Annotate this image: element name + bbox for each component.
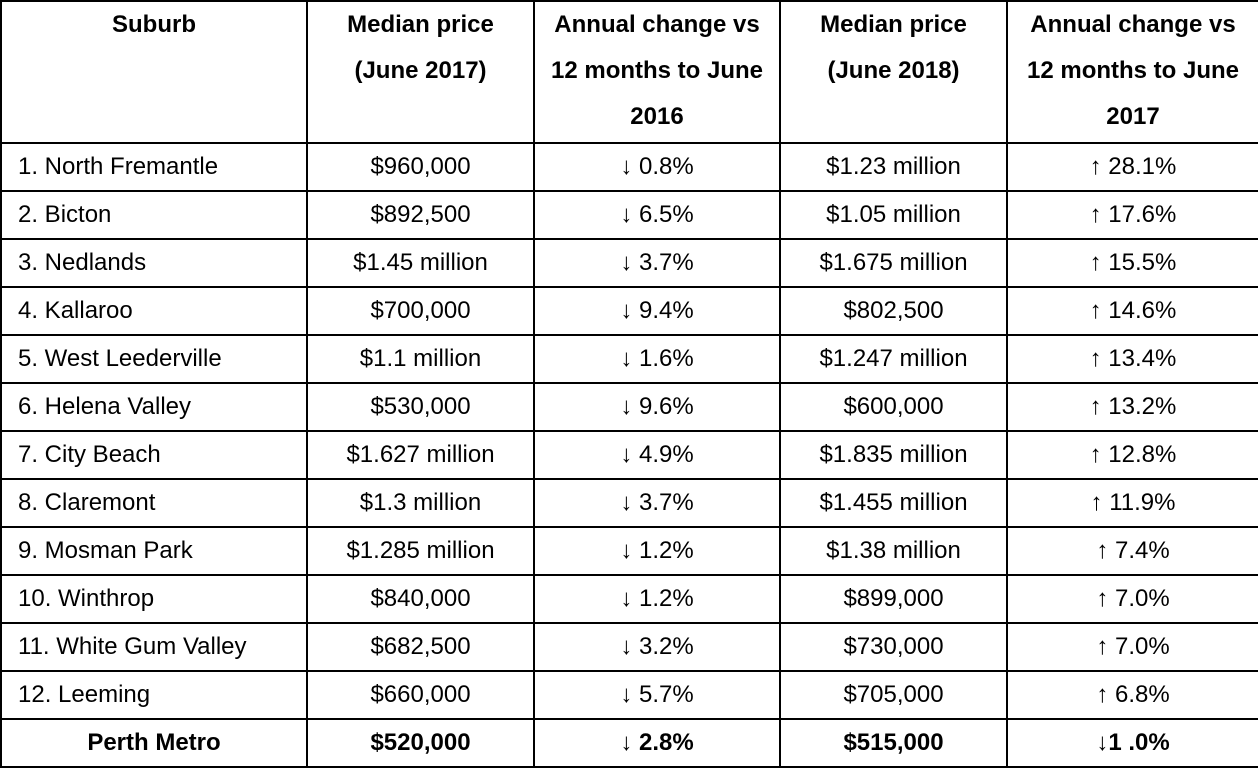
table-row bbox=[1, 143, 1258, 191]
annual-change-2017-cell: ↑ 7.0% bbox=[1007, 575, 1258, 623]
suburb-cell: 11. White Gum Valley bbox=[1, 623, 307, 671]
table-row bbox=[1, 623, 1258, 671]
total-annual-change-2017-cell: ↓1 .0% bbox=[1007, 719, 1258, 767]
header-median-price-2018: Median price (June 2018) bbox=[780, 1, 1007, 143]
median-price-2018-cell: $600,000 bbox=[780, 383, 1007, 431]
table-row bbox=[1, 191, 1258, 239]
suburb-cell: 12. Leeming bbox=[1, 671, 307, 719]
annual-change-2017-cell: ↑ 6.8% bbox=[1007, 671, 1258, 719]
total-suburb-cell: Perth Metro bbox=[1, 719, 307, 767]
annual-change-2016-cell: ↓ 3.7% bbox=[534, 239, 780, 287]
annual-change-2017-cell: ↑ 28.1% bbox=[1007, 143, 1258, 191]
median-price-2017-cell: $1.45 million bbox=[307, 239, 534, 287]
median-price-2018-cell: $802,500 bbox=[780, 287, 1007, 335]
table-row bbox=[1, 383, 1258, 431]
table-row bbox=[1, 527, 1258, 575]
suburb-cell: 8. Claremont bbox=[1, 479, 307, 527]
table-row bbox=[1, 575, 1258, 623]
median-price-2018-cell: $730,000 bbox=[780, 623, 1007, 671]
header-median-price-2017: Median price (June 2017) bbox=[307, 1, 534, 143]
annual-change-2016-cell: ↓ 1.6% bbox=[534, 335, 780, 383]
median-price-2017-cell: $660,000 bbox=[307, 671, 534, 719]
median-price-2017-cell: $682,500 bbox=[307, 623, 534, 671]
annual-change-2016-cell: ↓ 3.2% bbox=[534, 623, 780, 671]
median-price-2017-cell: $1.1 million bbox=[307, 335, 534, 383]
table-row bbox=[1, 479, 1258, 527]
annual-change-2017-cell: ↑ 13.2% bbox=[1007, 383, 1258, 431]
annual-change-2016-cell: ↓ 6.5% bbox=[534, 191, 780, 239]
table-row bbox=[1, 287, 1258, 335]
median-price-2017-cell: $1.285 million bbox=[307, 527, 534, 575]
median-price-2018-cell: $705,000 bbox=[780, 671, 1007, 719]
header-suburb: Suburb bbox=[1, 1, 307, 143]
median-price-2018-cell: $1.05 million bbox=[780, 191, 1007, 239]
total-median-price-2018-cell: $515,000 bbox=[780, 719, 1007, 767]
median-price-2017-cell: $892,500 bbox=[307, 191, 534, 239]
total-row bbox=[1, 719, 1258, 767]
annual-change-2017-cell: ↑ 7.0% bbox=[1007, 623, 1258, 671]
header-annual-change-2016: Annual change vs 12 months to June 2016 bbox=[534, 1, 780, 143]
suburb-cell: 1. North Fremantle bbox=[1, 143, 307, 191]
suburb-cell: 10. Winthrop bbox=[1, 575, 307, 623]
table-row bbox=[1, 671, 1258, 719]
median-price-2018-cell: $1.23 million bbox=[780, 143, 1007, 191]
table-row bbox=[1, 335, 1258, 383]
annual-change-2016-cell: ↓ 9.4% bbox=[534, 287, 780, 335]
median-price-2017-cell: $700,000 bbox=[307, 287, 534, 335]
annual-change-2016-cell: ↓ 1.2% bbox=[534, 575, 780, 623]
table-body bbox=[1, 143, 1258, 767]
annual-change-2017-cell: ↑ 11.9% bbox=[1007, 479, 1258, 527]
median-price-2018-cell: $1.455 million bbox=[780, 479, 1007, 527]
median-price-2018-cell: $1.835 million bbox=[780, 431, 1007, 479]
header-annual-change-2017: Annual change vs 12 months to June 2017 bbox=[1007, 1, 1258, 143]
annual-change-2017-cell: ↑ 14.6% bbox=[1007, 287, 1258, 335]
median-price-2017-cell: $1.3 million bbox=[307, 479, 534, 527]
median-price-2018-cell: $1.247 million bbox=[780, 335, 1007, 383]
total-annual-change-2016-cell: ↓ 2.8% bbox=[534, 719, 780, 767]
suburb-cell: 7. City Beach bbox=[1, 431, 307, 479]
header-row bbox=[1, 1, 1258, 143]
median-price-2018-cell: $1.675 million bbox=[780, 239, 1007, 287]
annual-change-2016-cell: ↓ 9.6% bbox=[534, 383, 780, 431]
median-price-2017-cell: $530,000 bbox=[307, 383, 534, 431]
annual-change-2017-cell: ↑ 12.8% bbox=[1007, 431, 1258, 479]
annual-change-2017-cell: ↑ 15.5% bbox=[1007, 239, 1258, 287]
median-price-2017-cell: $840,000 bbox=[307, 575, 534, 623]
suburb-cell: 6. Helena Valley bbox=[1, 383, 307, 431]
annual-change-2016-cell: ↓ 3.7% bbox=[534, 479, 780, 527]
table-row bbox=[1, 431, 1258, 479]
suburb-cell: 2. Bicton bbox=[1, 191, 307, 239]
suburb-cell: 5. West Leederville bbox=[1, 335, 307, 383]
median-price-2018-cell: $899,000 bbox=[780, 575, 1007, 623]
median-price-2017-cell: $1.627 million bbox=[307, 431, 534, 479]
suburb-cell: 9. Mosman Park bbox=[1, 527, 307, 575]
annual-change-2016-cell: ↓ 0.8% bbox=[534, 143, 780, 191]
median-price-2017-cell: $960,000 bbox=[307, 143, 534, 191]
total-median-price-2017-cell: $520,000 bbox=[307, 719, 534, 767]
annual-change-2017-cell: ↑ 17.6% bbox=[1007, 191, 1258, 239]
annual-change-2016-cell: ↓ 5.7% bbox=[534, 671, 780, 719]
annual-change-2017-cell: ↑ 13.4% bbox=[1007, 335, 1258, 383]
annual-change-2016-cell: ↓ 4.9% bbox=[534, 431, 780, 479]
median-price-2018-cell: $1.38 million bbox=[780, 527, 1007, 575]
annual-change-2017-cell: ↑ 7.4% bbox=[1007, 527, 1258, 575]
table-row bbox=[1, 239, 1258, 287]
suburb-cell: 3. Nedlands bbox=[1, 239, 307, 287]
annual-change-2016-cell: ↓ 1.2% bbox=[534, 527, 780, 575]
suburb-cell: 4. Kallaroo bbox=[1, 287, 307, 335]
